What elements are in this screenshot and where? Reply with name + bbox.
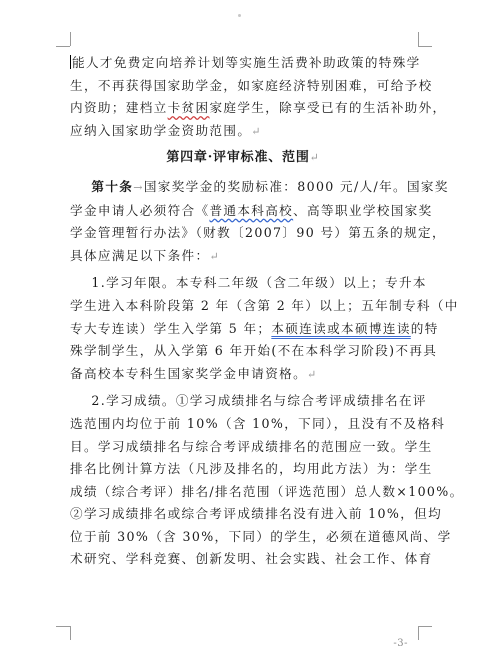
text-line: 排名比例计算方法（凡涉及排名的，均用此方法）为：学生 (70, 461, 433, 477)
text-cursor (70, 55, 71, 69)
text-line: 内资助；建档立卡贫困家庭学生，除享受已有的生活补助外， (70, 100, 447, 116)
text-line: 1.学习年限。本专科二年级（含二年级）以上；专升本 (91, 275, 427, 291)
text-line: 位于前 30%（含 30%，下同）的学生，必须在道德风尚、学 (70, 528, 452, 544)
text-line: ②学习成绩排名或综合考评成绩排名没有进入前 10%，但均 (70, 506, 443, 522)
text-line: 应纳入国家助学金资助范围。↵ (70, 122, 262, 138)
article-label: 第十条 (91, 178, 134, 194)
document-body[interactable] (70, 52, 464, 571)
page-number: -3- (393, 638, 408, 649)
crop-mark-bottom-left-h (56, 626, 70, 627)
text-line: 具体应满足以下条件：↵ (70, 247, 221, 263)
chapter-heading: 第四章·评审标准、范围↵ (166, 150, 320, 166)
crop-mark-bottom-right-v (418, 626, 419, 640)
crop-mark-top-right-v (418, 32, 419, 46)
text-line: 生，不再获得国家助学金，如家庭经济特别困难，可给予校 (70, 77, 433, 93)
text-line: 专大专连读）学生入学第 5 年；本硕连读或本硕博连读的特 (70, 320, 439, 336)
item-2-academic-performance (70, 390, 464, 571)
text-line: 学金管理暂行办法》（财教〔2007〕90 号）第五条的规定， (70, 225, 446, 241)
header-marker (238, 14, 241, 17)
crop-mark-bottom-left-v (70, 626, 71, 640)
text-line: 学生进入本科阶段第 2 年（含第 2 年）以上；五年制专科（中 (70, 297, 459, 313)
text-line: 目。学习成绩排名与综合考评成绩排名的范围应一致。学生 (70, 438, 433, 454)
crop-mark-top-left-h (56, 46, 70, 47)
crop-mark-top-right-h (418, 46, 432, 47)
crop-mark-bottom-right-h (418, 626, 432, 627)
text-line: 2.学习成绩。①学习成绩排名与综合考评成绩排名在评 (91, 393, 427, 409)
article-10 (70, 176, 449, 268)
text-line: 成绩（综合考评）排名/排名范围（评选范围）总人数×100%。 (70, 483, 464, 499)
text-line: 学金申请人必须符合《普通本科高校、高等职业学校国家奖 (70, 202, 433, 218)
text-line: 第十条→国家奖学金的奖励标准：8000 元/人/年。国家奖 (91, 178, 449, 194)
text-line: 选范围内均位于前 10%（含 10%，下同），且没有不及格科 (70, 415, 446, 431)
text-line: 术研究、学科竞赛、创新发明、社会实践、社会工作、体育 (70, 551, 433, 567)
text-line: 备高校本专科生国家奖学金申请资格。↵ (70, 365, 318, 381)
crop-mark-top-left-v (70, 32, 71, 46)
text-line: 能人才免费定向培养计划等实施生活费补助政策的特殊学 (72, 55, 421, 70)
paragraph-1 (70, 52, 447, 143)
text-line: 殊学制学生，从入学第 6 年开始(不在本科学习阶段)不再具 (70, 343, 438, 359)
item-1-study-years (70, 272, 459, 386)
